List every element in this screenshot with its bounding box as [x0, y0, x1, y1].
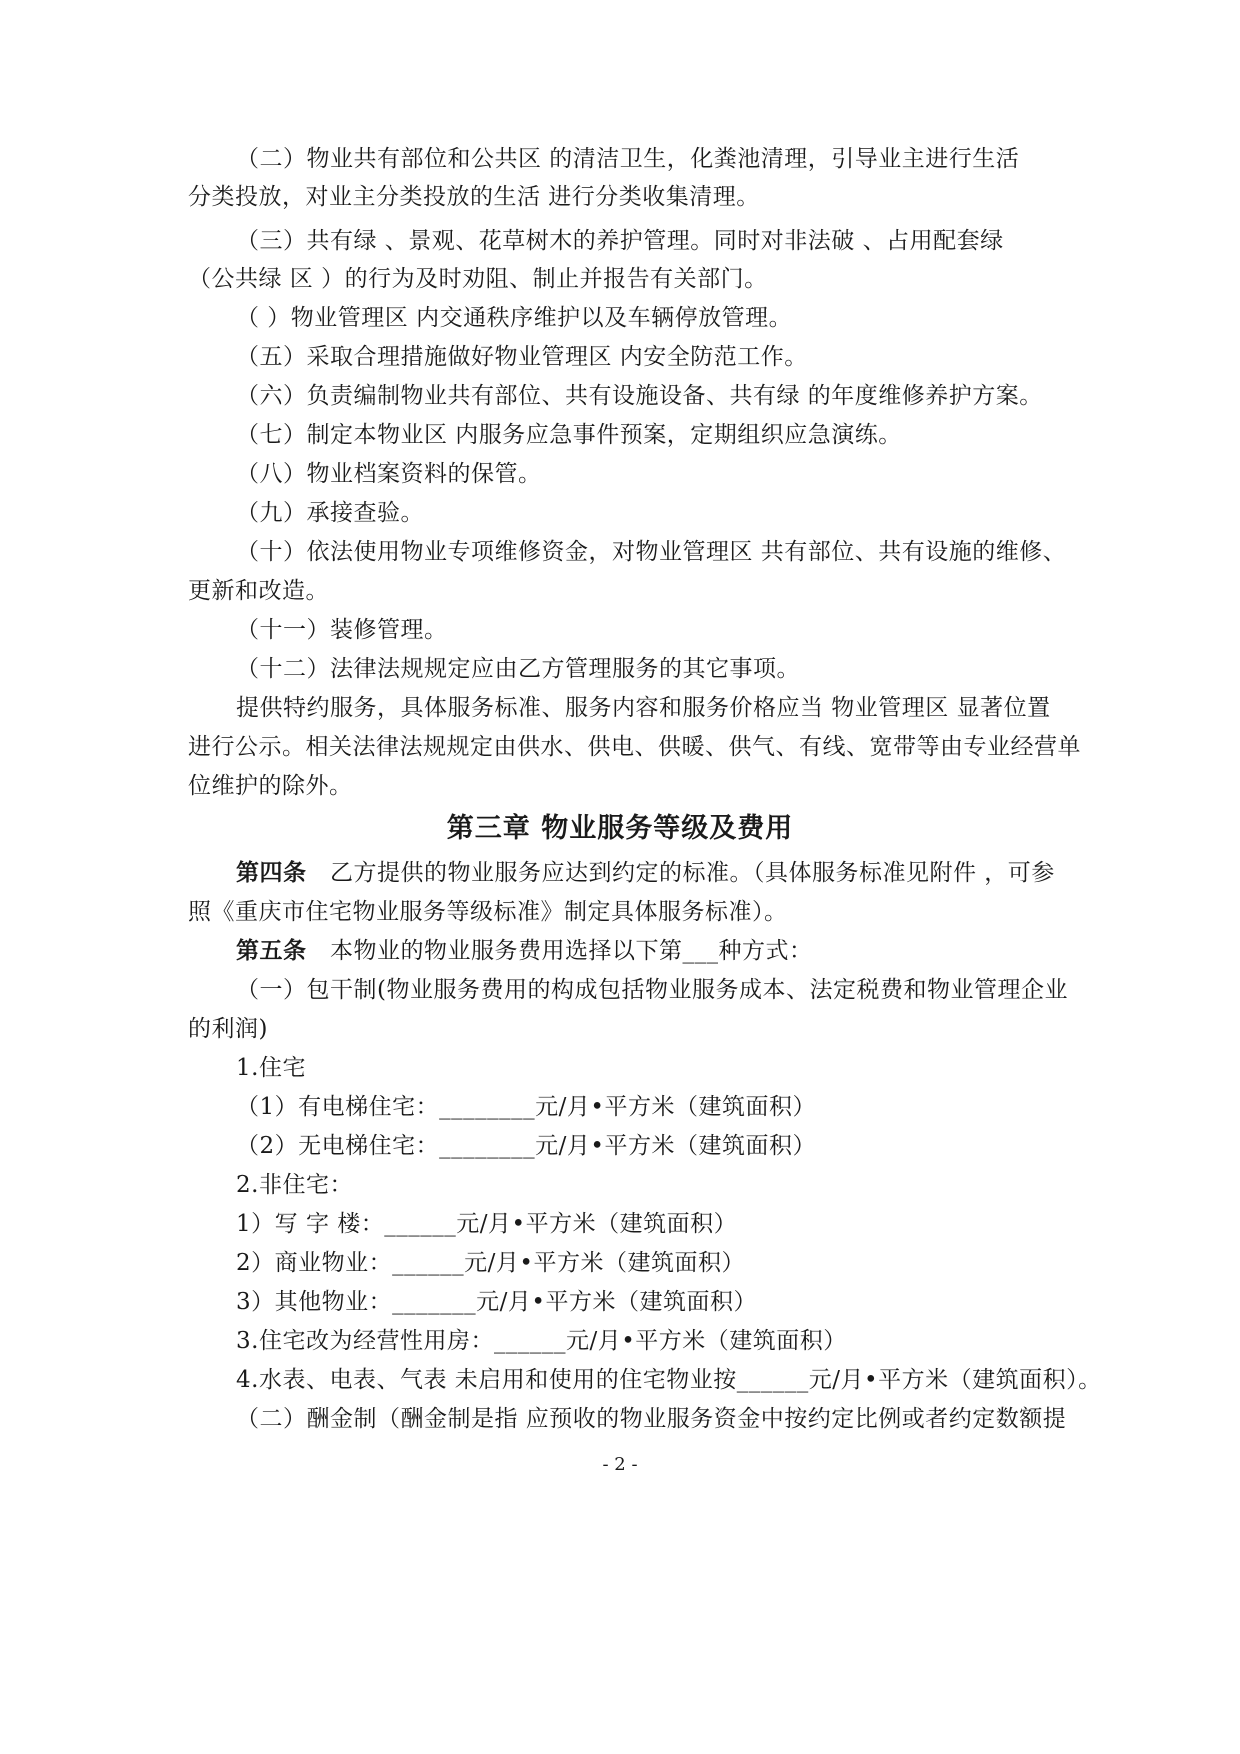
- article-5-line: [236, 936, 1136, 966]
- text-line: 照《重庆市住宅物业服务等级标准》制定具体服务标准）。: [188, 899, 788, 925]
- article-4-label: 第四条: [236, 860, 307, 886]
- text-line: （六）负责编制物业共有部位、共有设施设备、共有绿 的年度维修养护方案。: [236, 383, 1043, 409]
- article-4-text: 乙方提供的物业服务应达到约定的标准。（具体服务标准见附件 ，可参: [329, 860, 1055, 886]
- text-line: （ ）物业管理区 内交通秩序维护以及车辆停放管理。: [236, 305, 793, 331]
- text-line: 位维护的除外。: [188, 773, 353, 799]
- text-line: （2）无电梯住宅：________元/月•平方米（建筑面积）: [236, 1133, 816, 1159]
- text-line: 分类投放，对业主分类投放的生活 进行分类收集清理。: [188, 184, 760, 210]
- text-line: 2）商业物业：______元/月•平方米（建筑面积）: [236, 1250, 745, 1276]
- chapter-heading: 第三章 物业服务等级及费用: [446, 813, 794, 844]
- text-line: （一）包干制(物业服务费用的构成包括物业服务成本、法定税费和物业管理企业: [236, 977, 1068, 1003]
- text-line: （八）物业档案资料的保管。: [236, 461, 542, 487]
- text-line: 3.住宅改为经营性用房：______元/月•平方米（建筑面积）: [236, 1328, 847, 1354]
- text-line: （二）酬金制（酬金制是指 应预收的物业服务资金中按约定比例或者约定数额提: [236, 1406, 1067, 1432]
- text-line: （十）依法使用物业专项维修资金，对物业管理区 共有部位、共有设施的维修、: [236, 539, 1067, 565]
- text-line: （三）共有绿 、景观、花草树木的养护管理。同时对非法破 、占用配套绿: [236, 228, 1004, 254]
- article-4-line: [236, 858, 1136, 888]
- text-line: 的利润): [188, 1016, 268, 1042]
- text-line: 更新和改造。: [188, 578, 329, 604]
- text-line: 1）写 字 楼：______元/月•平方米（建筑面积）: [236, 1211, 738, 1237]
- text-line: 1.住宅: [236, 1055, 306, 1081]
- text-line: （五）采取合理措施做好物业管理区 内安全防范工作。: [236, 344, 808, 370]
- text-line: （十二）法律法规规定应由乙方管理服务的其它事项。: [236, 656, 800, 682]
- text-line: 4.水表、电表、气表 未启用和使用的住宅物业按______元/月•平方米（建筑面积）。: [236, 1367, 1102, 1393]
- text-line: （十一）装修管理。: [236, 617, 448, 643]
- text-line: 2.非住宅：: [236, 1172, 353, 1198]
- text-line: 进行公示。相关法律法规规定由供水、供电、供暖、供气、有线、宽带等由专业经营单: [188, 734, 1081, 760]
- text-line: （九）承接查验。: [236, 500, 424, 526]
- page-number: - 2 -: [602, 1454, 638, 1475]
- text-line: （二）物业共有部位和公共区 的清洁卫生，化粪池清理，引导业主进行生活: [236, 146, 1020, 172]
- text-line: （1）有电梯住宅：________元/月•平方米（建筑面积）: [236, 1094, 816, 1120]
- text-line: 3）其他物业：_______元/月•平方米（建筑面积）: [236, 1289, 757, 1315]
- text-line: （公共绿 区 ）的行为及时劝阻、制止并报告有关部门。: [188, 266, 768, 292]
- article-5-label: 第五条: [236, 938, 307, 964]
- text-line: 提供特约服务，具体服务标准、服务内容和服务价格应当 物业管理区 显著位置: [236, 695, 1051, 721]
- text-line: （七）制定本物业区 内服务应急事件预案，定期组织应急演练。: [236, 422, 902, 448]
- article-5-text: 本物业的物业服务费用选择以下第___种方式：: [329, 938, 813, 964]
